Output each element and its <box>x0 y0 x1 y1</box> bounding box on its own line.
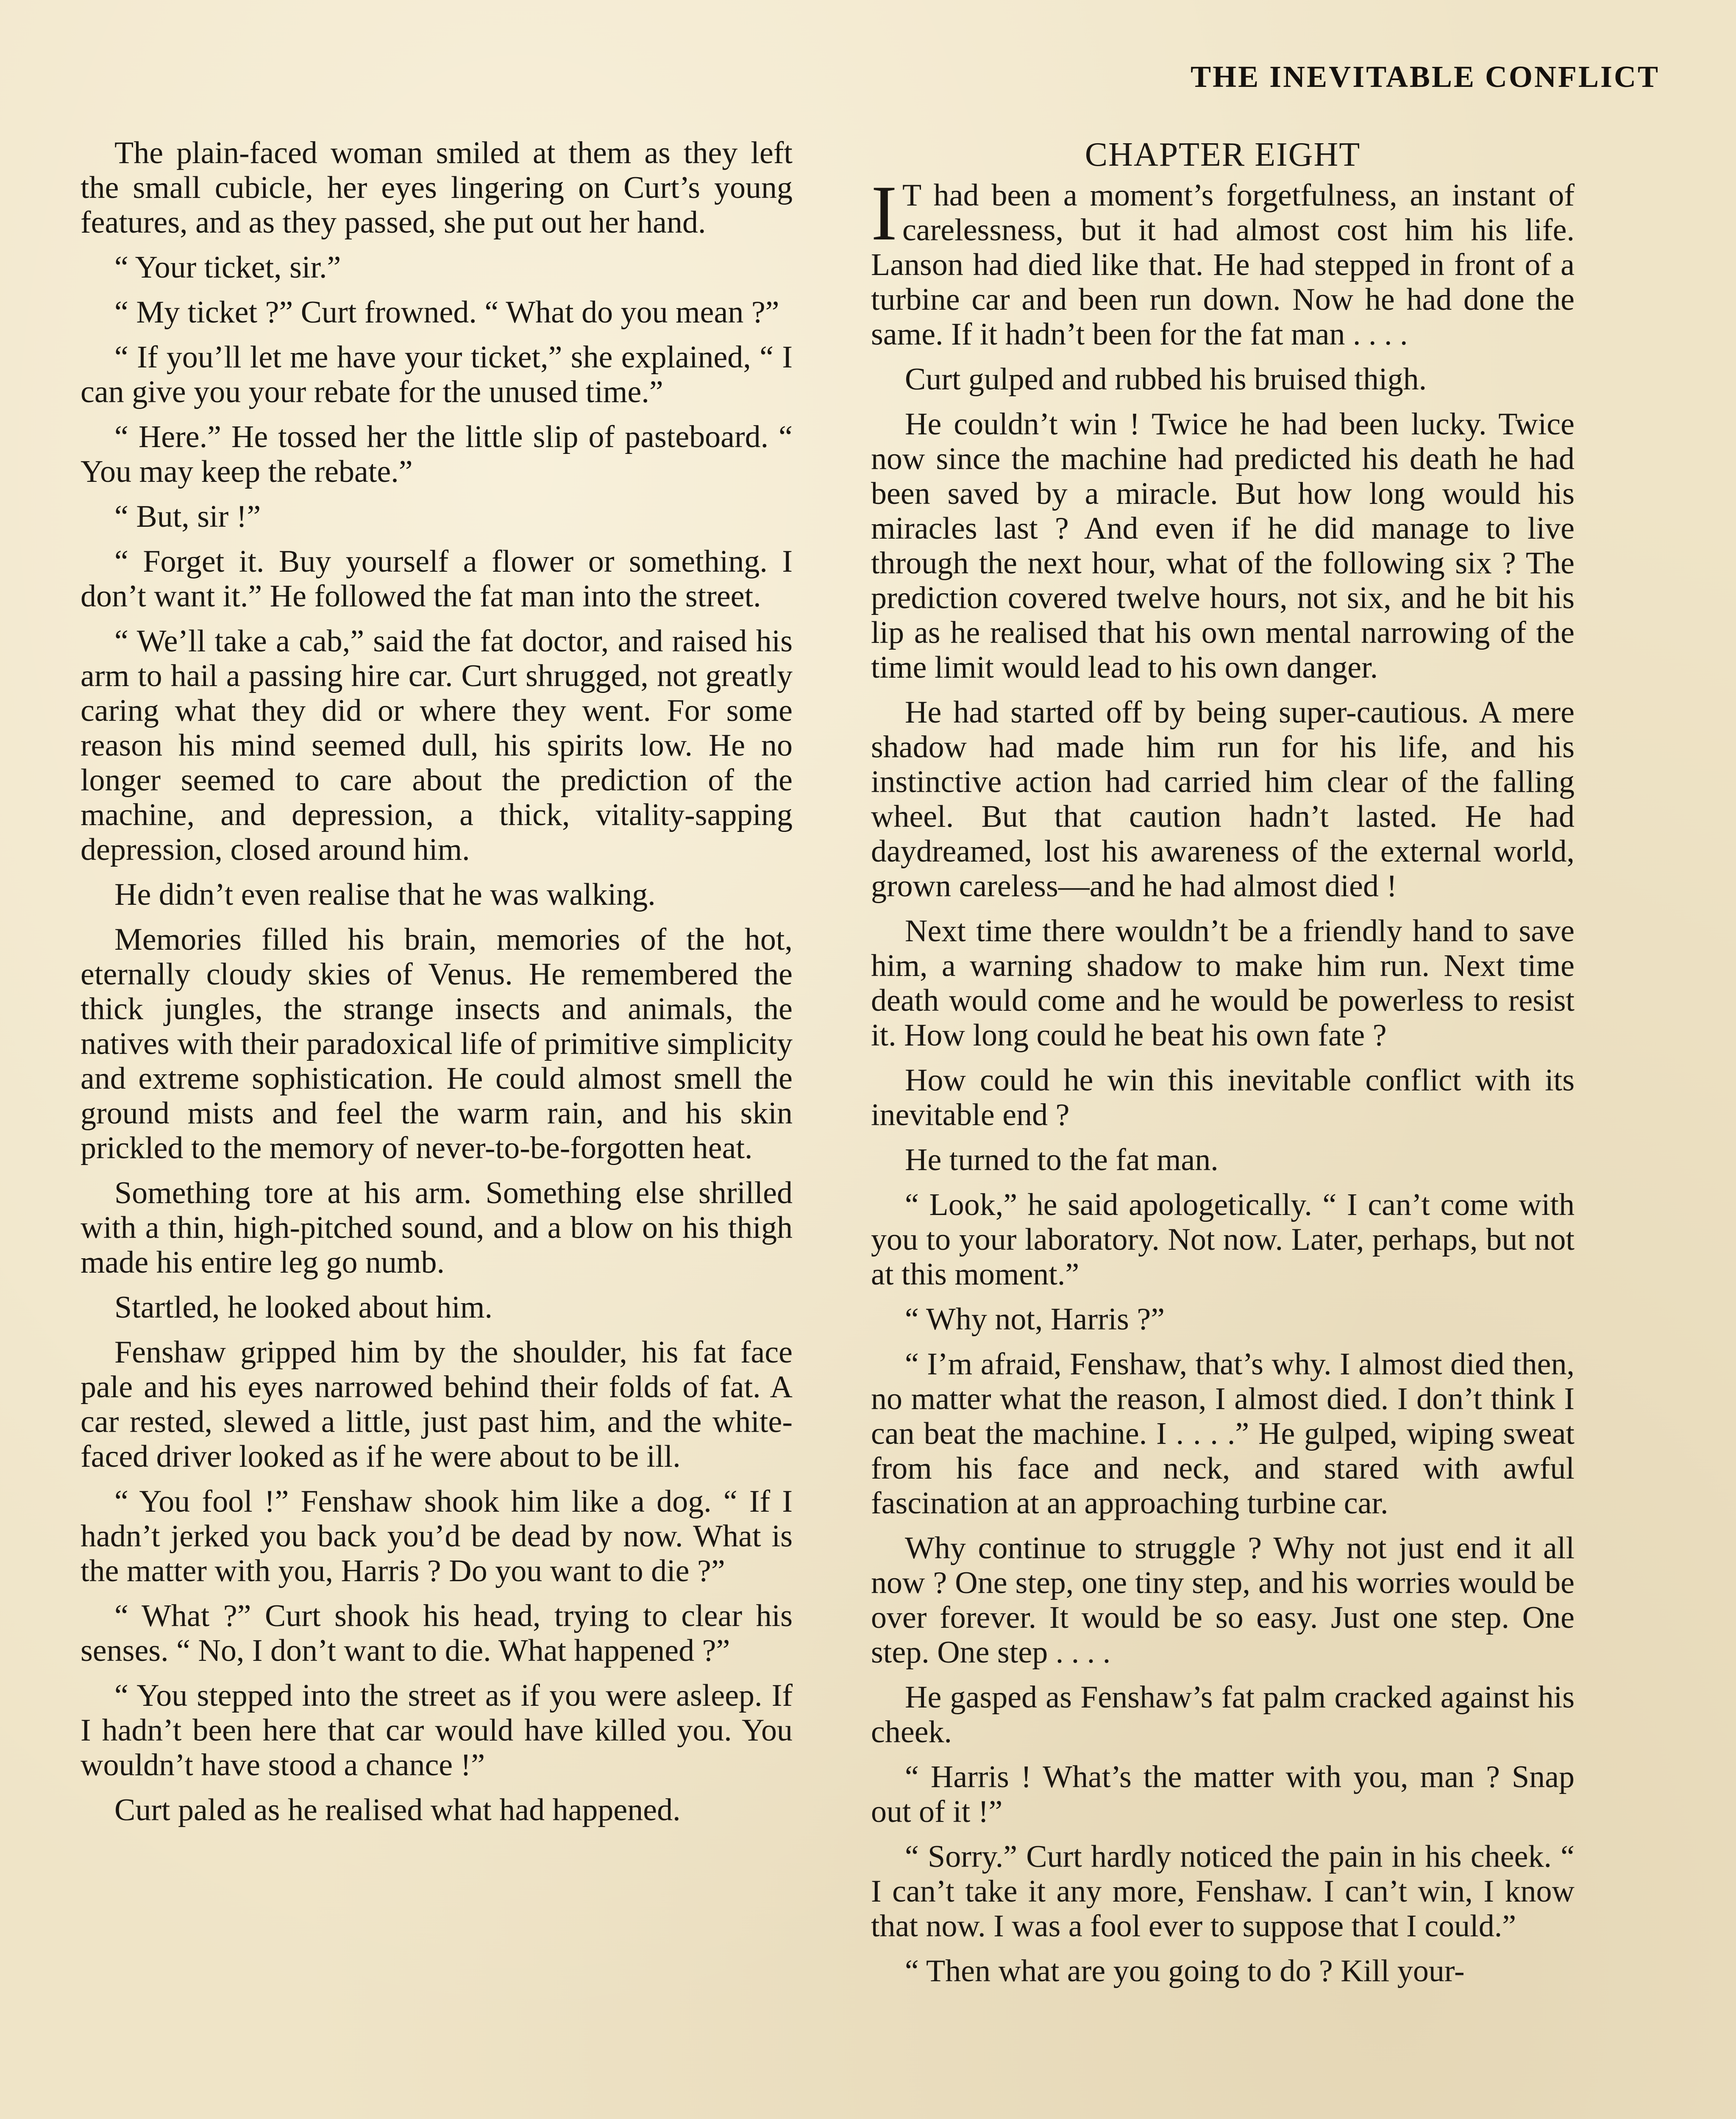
paragraph: He didn’t even realise that he was walking. <box>114 877 656 912</box>
paragraph: “ You fool !” Fenshaw shook him like a dog. “ If I hadn’t jerked you back you’d be dead by now. What is the matter with you, Harris ? Do you want to die ?” <box>81 1484 793 1588</box>
paragraph: Memories filled his brain, memories of the hot, eternally cloudy skies of Venus. He remembered the thick jungles, the strange insects and animals, the natives with their paradoxical life of primitive simplicity and extreme sophistication. He could almost smell the ground mists and feel the warm rain, and his skin prickled to the memory of never-to-be-forgotten heat. <box>81 922 793 1165</box>
opening-paragraph-text: T had been a moment’s forgetfulness, an instant of carelessness, but it had almost cost him his life. Lanson had died like that. He had stepped in front of a turbine car and been run down. Now he had done the same. If it hadn’t been for the fat man . . . . <box>871 178 1575 352</box>
left-text-column <box>81 136 793 1838</box>
opening-paragraph <box>871 170 1575 352</box>
chapter-heading: CHAPTER EIGHT <box>1085 136 1361 173</box>
paragraph: Next time there wouldn’t be a friendly hand to save him, a warning shadow to make him run. Next time death would come and he would be powerless to resist it. How long could he beat his own fate ? <box>871 914 1575 1053</box>
paragraph: “ Look,” he said apologetically. “ I can’t come with you to your laboratory. Not now. Later, perhaps, but not at this moment.” <box>871 1187 1575 1292</box>
paragraph: Curt paled as he realised what had happened. <box>114 1793 681 1827</box>
paragraph: “ I’m afraid, Fenshaw, that’s why. I almost died then, no matter what the reason, I almost died. I don’t think I can beat the machine. I . . . .” He gulped, wiping sweat from his face and neck, and stared with awful fascination at an approaching turbine car. <box>871 1347 1575 1521</box>
paragraph: He had started off by being super-cautious. A mere shadow had made him run for his life, and his instinctive action had carried him clear of the falling wheel. But that caution hadn’t lasted. He had daydreamed, lost his awareness of the external world, grown careless—and he had almost died ! <box>871 695 1575 904</box>
paragraph: “ Here.” He tossed her the little slip of pasteboard. “ You may keep the rebate.” <box>81 420 793 489</box>
paragraph: “ What ?” Curt shook his head, trying to clear his senses. “ No, I don’t want to die. What happened ?” <box>81 1599 793 1668</box>
paragraph: “ Sorry.” Curt hardly noticed the pain in his cheek. “ I can’t take it any more, Fenshaw. I can’t win, I know that now. I was a fool ever to suppose that I could.” <box>871 1839 1575 1944</box>
paragraph: “ Then what are you going to do ? Kill your- <box>905 1954 1465 1988</box>
paragraph: “ My ticket ?” Curt frowned. “ What do you mean ?” <box>114 295 779 330</box>
paragraph: “ Why not, Harris ?” <box>905 1302 1165 1337</box>
paragraph: “ Forget it. Buy yourself a flower or something. I don’t want it.” He followed the fat man into the street. <box>81 544 793 614</box>
paragraph: How could he win this inevitable conflict with its inevitable end ? <box>871 1063 1575 1132</box>
right-text-column <box>871 136 1575 1999</box>
paragraph: Startled, he looked about him. <box>114 1290 492 1325</box>
paragraph: “ You stepped into the street as if you were asleep. If I hadn’t been here that car would have killed you. You wouldn’t have stood a chance !” <box>81 1678 793 1783</box>
paragraph: He turned to the fat man. <box>905 1143 1219 1177</box>
paragraph: “ We’ll take a cab,” said the fat doctor, and raised his arm to hail a passing hire car. Curt shrugged, not greatly caring what they did or where they went. For some reason his mind seemed dull, his spirits low. He no longer seemed to care about the prediction of the machine, and depression, a thick, vitality-sapping depression, closed around him. <box>81 624 793 867</box>
paragraph: “ If you’ll let me have your ticket,” she explained, “ I can give you your rebate for the unused time.” <box>81 340 793 409</box>
paragraph: He couldn’t win ! Twice he had been lucky. Twice now since the machine had predicted his death he had been saved by a miracle. But how long would his miracles last ? And even if he did manage to live through the next hour, what of the following six ? The prediction covered twelve hours, not six, and he bit his lip as he realised that his own mental narrowing of the time limit would lead to his own danger. <box>871 407 1575 685</box>
paragraph: Something tore at his arm. Something else shrilled with a thin, high-pitched sound, and a blow on his thigh made his entire leg go numb. <box>81 1176 793 1280</box>
paragraph: “ But, sir !” <box>114 499 261 534</box>
drop-cap: I <box>871 170 897 257</box>
paragraph: Fenshaw gripped him by the shoulder, his fat face pale and his eyes narrowed behind their folds of fat. A car rested, slewed a little, just past him, and the white-faced driver looked as if he were about to be ill. <box>81 1335 793 1474</box>
paragraph: Why continue to struggle ? Why not just end it all now ? One step, one tiny step, and his worries would be over forever. It would be so easy. Just one step. One step. One step . . . . <box>871 1531 1575 1670</box>
paragraph: He gasped as Fenshaw’s fat palm cracked against his cheek. <box>871 1680 1575 1749</box>
running-head-title: THE INEVITABLE CONFLICT <box>1191 60 1660 94</box>
paragraph: “ Harris ! What’s the matter with you, man ? Snap out of it !” <box>871 1760 1575 1829</box>
paragraph: The plain-faced woman smiled at them as they left the small cubicle, her eyes lingering on Curt’s young features, and as they passed, she put out her hand. <box>81 136 793 240</box>
paragraph: Curt gulped and rubbed his bruised thigh. <box>905 362 1427 397</box>
paragraph: “ Your ticket, sir.” <box>114 250 341 285</box>
